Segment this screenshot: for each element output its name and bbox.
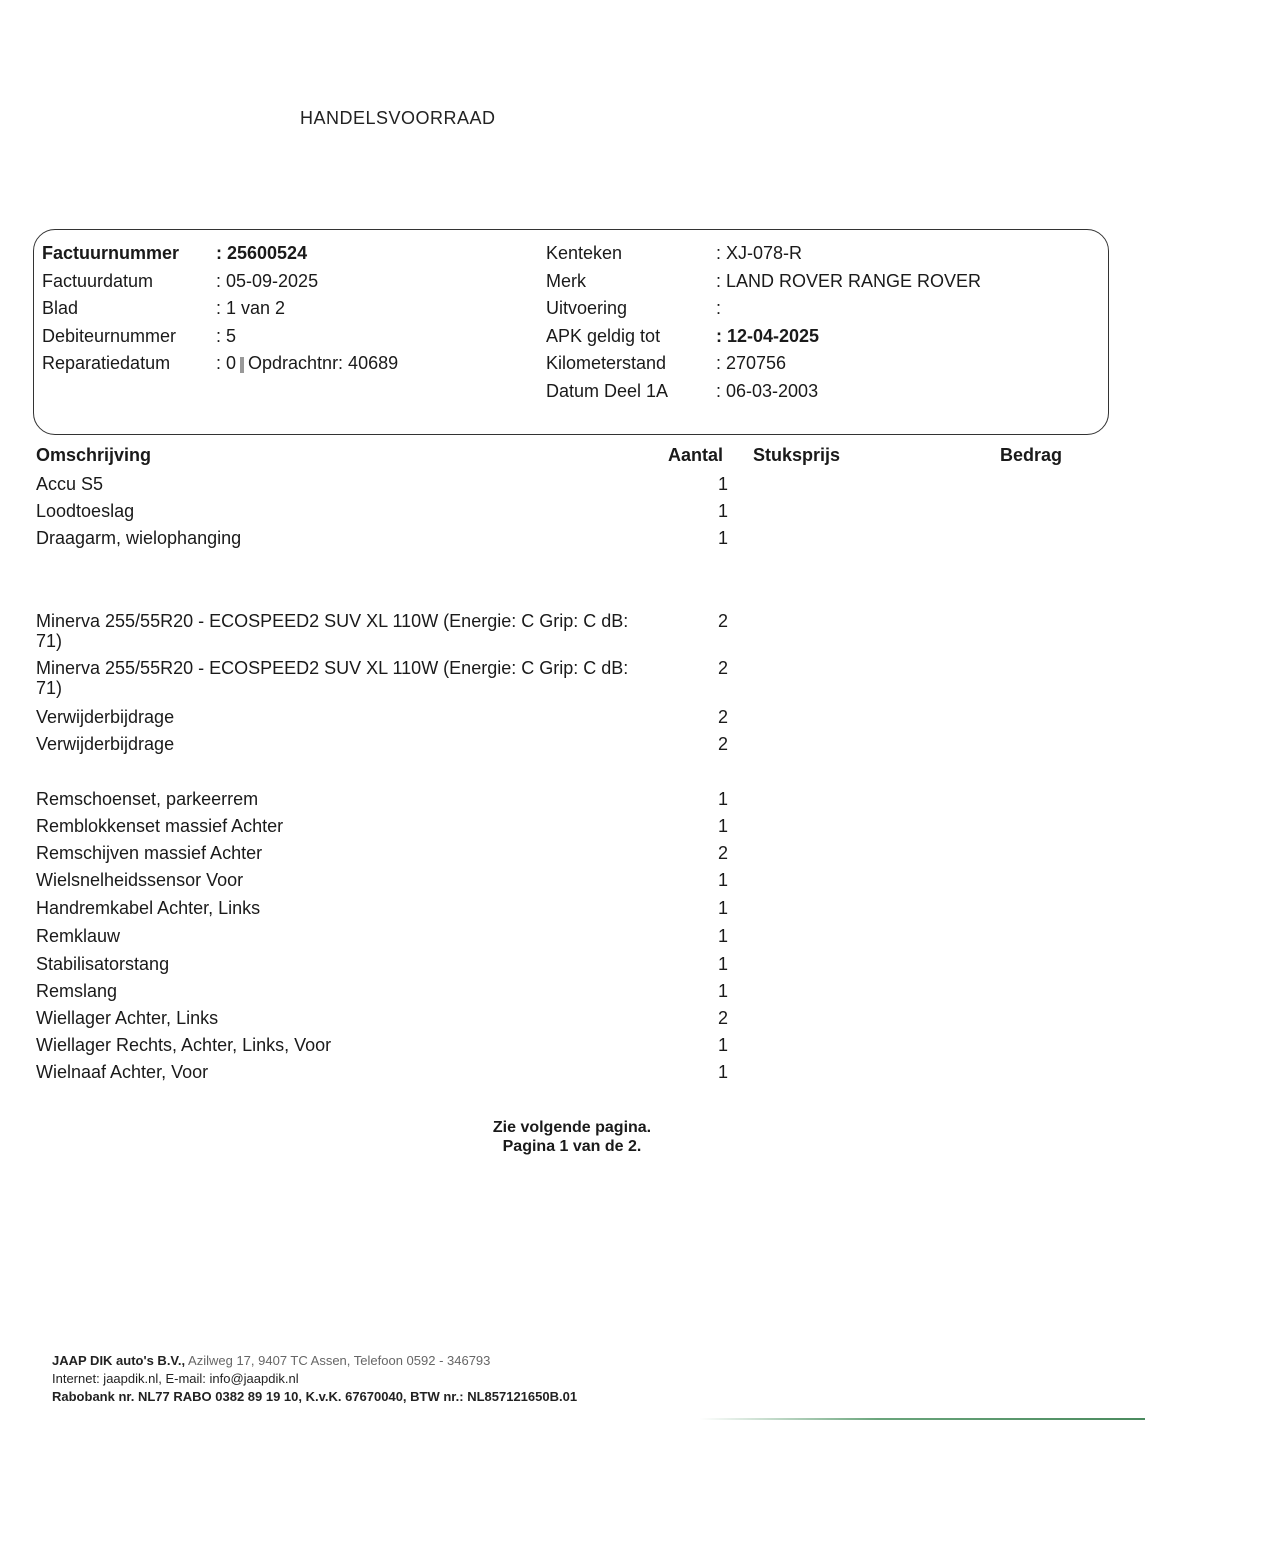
item-quantity: 1 (717, 981, 728, 1001)
item-description: Remslang (36, 981, 118, 1001)
info-label: Kilometerstand (546, 353, 667, 374)
company-address: Azilweg 17, 9407 TC Assen, Telefoon 0592 - 346793 (188, 1353, 491, 1368)
info-label: Factuurdatum (42, 270, 154, 291)
info-value: : 5 (216, 325, 237, 346)
company-address-line (52, 1352, 577, 1370)
item-quantity: 1 (717, 474, 728, 494)
item-quantity: 1 (717, 870, 728, 890)
info-value (216, 353, 398, 374)
item-description: Minerva 255/55R20 - ECOSPEED2 SUV XL 110W (Energie: C Grip: C dB: 71) (36, 611, 629, 651)
invoice-info-right (546, 240, 981, 405)
invoice-info-box (33, 229, 1109, 435)
item-quantity: 2 (717, 843, 728, 863)
item-description: Stabilisatorstang (36, 954, 170, 974)
company-internet: Internet: jaapdik.nl, E-mail: info@jaapdik.nl (52, 1371, 299, 1386)
info-value: : 25600524 (216, 243, 308, 264)
item-quantity: 1 (717, 898, 728, 918)
item-description: Minerva 255/55R20 - ECOSPEED2 SUV XL 110W (Energie: C Grip: C dB: 71) (36, 658, 629, 698)
document-title: HANDELSVOORRAAD (300, 108, 496, 128)
info-row-license-plate (546, 240, 981, 268)
item-quantity: 1 (717, 926, 728, 946)
column-header-unit-price: Stuksprijs (753, 445, 841, 465)
info-label: Debiteurnummer (42, 325, 177, 346)
item-description: Handremkabel Achter, Links (36, 898, 261, 918)
item-quantity: 2 (717, 1008, 728, 1028)
info-label: Datum Deel 1A (546, 380, 669, 401)
company-footer (52, 1352, 577, 1406)
info-value: : 1 van 2 (216, 298, 286, 319)
footer-divider (700, 1418, 1145, 1420)
item-description: Verwijderbijdrage (36, 707, 175, 727)
column-header-quantity: Aantal (668, 445, 724, 465)
info-label: Blad (42, 298, 79, 319)
page-continuation-note (472, 1118, 672, 1156)
info-label: Uitvoering (546, 298, 628, 319)
item-description: Loodtoeslag (36, 501, 135, 521)
order-number-value: Opdrachtnr: 40689 (248, 353, 399, 374)
item-description: Wielnaaf Achter, Voor (36, 1062, 209, 1082)
company-name: JAAP DIK auto's B.V., (52, 1353, 186, 1368)
column-header-description: Omschrijving (36, 445, 152, 465)
info-value: : XJ-078-R (716, 243, 803, 264)
item-quantity: 1 (717, 1062, 728, 1082)
item-quantity: 1 (717, 789, 728, 809)
item-quantity: 1 (717, 1035, 728, 1055)
info-label: APK geldig tot (546, 325, 661, 346)
item-quantity: 2 (717, 658, 728, 678)
info-row-invoice-number (42, 240, 398, 268)
item-description: Remschoenset, parkeerrem (36, 789, 259, 809)
item-description: Remschijven massief Achter (36, 843, 263, 863)
item-quantity: 1 (717, 954, 728, 974)
item-quantity: 2 (717, 707, 728, 727)
repair-date-value: : 0 (216, 353, 237, 374)
info-row-mileage (546, 350, 981, 378)
separator-bar (240, 357, 244, 373)
page-number-line: Pagina 1 van de 2. (502, 1138, 642, 1155)
info-value: : 05-09-2025 (216, 270, 319, 291)
item-description: Remblokkenset massief Achter (36, 816, 284, 836)
info-row-registration-date (546, 378, 981, 406)
item-quantity: 2 (717, 611, 728, 631)
items-table-header (0, 445, 1280, 469)
item-description: Draagarm, wielophanging (36, 528, 242, 548)
info-row-debtor-number (42, 323, 398, 351)
info-label: Kenteken (546, 243, 623, 264)
item-description: Wiellager Achter, Links (36, 1008, 219, 1028)
info-row-invoice-date (42, 268, 398, 296)
info-row-brand (546, 268, 981, 296)
info-row-variant (546, 295, 981, 323)
item-quantity: 1 (717, 528, 728, 548)
info-value: : 270756 (716, 353, 787, 374)
item-description: Remklauw (36, 926, 121, 946)
info-row-sheet (42, 295, 398, 323)
info-value: : (716, 298, 722, 319)
company-bank: Rabobank nr. NL77 RABO 0382 89 19 10, K.v.K. 67670040, BTW nr.: NL857121650B.01 (52, 1389, 578, 1404)
info-value: : 06-03-2003 (716, 380, 819, 401)
info-row-apk-valid-until (546, 323, 981, 351)
continuation-line: Zie volgende pagina. (492, 1119, 652, 1136)
item-quantity: 1 (717, 816, 728, 836)
item-description: Verwijderbijdrage (36, 734, 175, 754)
info-label: Factuurnummer (42, 243, 180, 264)
info-value: : 12-04-2025 (716, 325, 820, 346)
item-description: Wiellager Rechts, Achter, Links, Voor (36, 1035, 332, 1055)
item-description: Accu S5 (36, 474, 104, 494)
info-label: Reparatiedatum (42, 353, 171, 374)
invoice-info-left (42, 240, 398, 378)
info-label: Merk (546, 270, 586, 291)
info-row-repair-date (42, 350, 398, 378)
info-value: : LAND ROVER RANGE ROVER (716, 270, 982, 291)
item-quantity: 2 (717, 734, 728, 754)
column-header-amount: Bedrag (1000, 445, 1063, 465)
item-quantity: 1 (717, 501, 728, 521)
item-description: Wielsnelheidssensor Voor (36, 870, 244, 890)
